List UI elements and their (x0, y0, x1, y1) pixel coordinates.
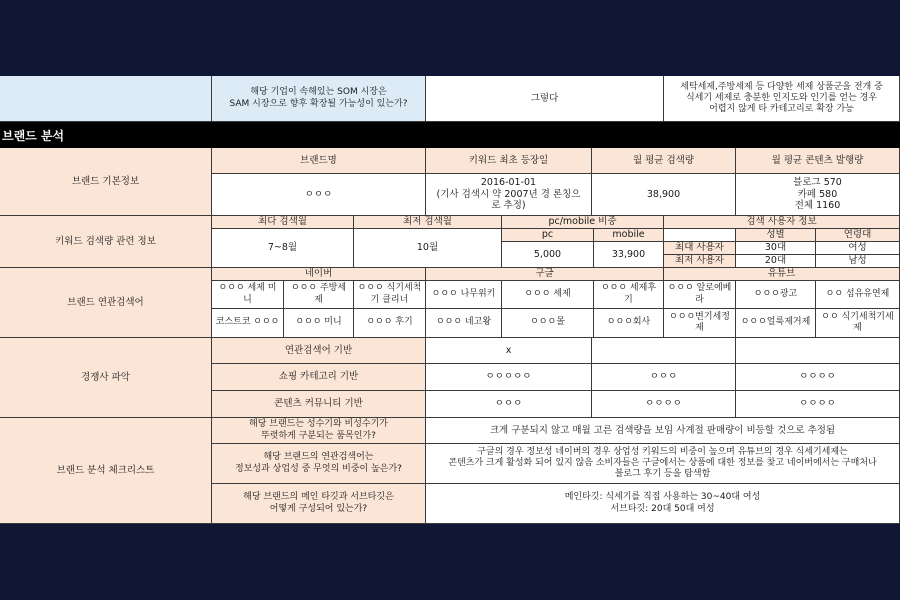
som-note-cell[interactable]: 세탁세제,주방세제 등 다양한 세제 상품군을 전개 중 식세기 세제로 충분한 인지도와 인기를 얻는 경우 어렵지 않게 타 카테고리로 확장 가능 (664, 76, 900, 122)
min-user-gender[interactable]: 남성 (816, 255, 900, 268)
checklist-question[interactable]: 해당 브랜드의 메인 타깃과 서브타깃은 어떻게 구성되어 있는가? (212, 484, 426, 524)
basic-info-label[interactable]: 브랜드 기본정보 (0, 148, 212, 216)
max-month-header[interactable]: 최다 검색월 (212, 216, 354, 229)
related-cell[interactable]: ㅇㅇ 섬유유연제 (816, 281, 900, 309)
competitor-value[interactable]: ㅇㅇㅇㅇ (736, 364, 900, 391)
max-month-value[interactable]: 7~8월 (212, 229, 354, 268)
google-header[interactable]: 구글 (426, 268, 664, 281)
user-blank[interactable] (664, 229, 736, 242)
age-header[interactable]: 연령대 (816, 229, 900, 242)
pc-mobile-header[interactable]: pc/mobile 비중 (502, 216, 664, 229)
gender-header[interactable]: 성별 (736, 229, 816, 242)
som-answer-cell[interactable]: 그렇다 (426, 76, 664, 122)
competitor-value[interactable]: ㅇㅇㅇ (426, 391, 592, 418)
checklist-answer[interactable]: 메인타깃: 식세기를 직접 사용하는 30~40대 여성 서브타깃: 20대 50대 여성 (426, 484, 900, 524)
section-title-brand-analysis[interactable]: 브랜드 분석 (0, 122, 900, 148)
header-content-count[interactable]: 월 평균 콘텐츠 발행량 (736, 148, 900, 174)
checklist-question[interactable]: 해당 브랜드는 성수기와 비성수기가 뚜렷하게 구분되는 품목인가? (212, 418, 426, 444)
related-cell[interactable]: ㅇㅇ 식기세척기세제 (816, 309, 900, 338)
min-month-header[interactable]: 최저 검색월 (354, 216, 502, 229)
mobile-header[interactable]: mobile (594, 229, 664, 242)
youtube-header[interactable]: 유튜브 (664, 268, 900, 281)
user-info-header[interactable]: 검색 사용자 정보 (664, 216, 900, 229)
min-user-label[interactable]: 최저 사용자 (664, 255, 736, 268)
max-user-age[interactable]: 30대 (736, 242, 816, 255)
avg-search-value[interactable]: 38,900 (592, 174, 736, 216)
competitor-value[interactable] (736, 338, 900, 364)
max-user-gender[interactable]: 여성 (816, 242, 900, 255)
top-left-blank[interactable] (0, 76, 212, 122)
keyword-info-label[interactable]: 키워드 검색량 관련 정보 (0, 216, 212, 268)
related-keywords-label[interactable]: 브랜드 연관검색어 (0, 268, 212, 338)
related-cell[interactable]: ㅇㅇㅇ 나무위키 (426, 281, 502, 309)
competitor-value[interactable]: ㅇㅇㅇㅇ (592, 391, 736, 418)
checklist-label[interactable]: 브랜드 분석 체크리스트 (0, 418, 212, 524)
competitor-value[interactable]: ㅇㅇㅇㅇ (736, 391, 900, 418)
competitor-label[interactable]: 경쟁사 파악 (0, 338, 212, 418)
checklist-answer[interactable]: 크게 구분되지 않고 매월 고른 검색량을 보임 사계절 판매량이 비등할 것으로 추정됨 (426, 418, 900, 444)
related-cell[interactable]: ㅇㅇㅇ 후기 (354, 309, 426, 338)
competitor-value[interactable] (592, 338, 736, 364)
related-cell[interactable]: ㅇㅇㅇ 미니 (284, 309, 354, 338)
min-month-value[interactable]: 10월 (354, 229, 502, 268)
first-date-value[interactable]: 2016-01-01 (기사 검색시 약 2007년 경 론칭으 로 추정) (426, 174, 592, 216)
som-question-cell[interactable]: 해당 기업이 속해있는 SOM 시장은 SAM 시장으로 향후 확장될 가능성이 있는가? (212, 76, 426, 122)
competitor-value[interactable]: ㅇㅇㅇ (592, 364, 736, 391)
related-cell[interactable]: ㅇㅇㅇ 세제 미니 (212, 281, 284, 309)
related-cell[interactable]: ㅇㅇㅇ변기세정제 (664, 309, 736, 338)
spreadsheet (0, 76, 900, 524)
related-cell[interactable]: ㅇㅇㅇ몰 (502, 309, 594, 338)
min-user-age[interactable]: 20대 (736, 255, 816, 268)
max-user-label[interactable]: 최대 사용자 (664, 242, 736, 255)
header-first-date[interactable]: 키워드 최초 등장일 (426, 148, 592, 174)
naver-header[interactable]: 네이버 (212, 268, 426, 281)
pc-header[interactable]: pc (502, 229, 594, 242)
header-avg-search[interactable]: 월 평균 검색량 (592, 148, 736, 174)
related-cell[interactable]: 코스트코 ㅇㅇㅇ (212, 309, 284, 338)
checklist-question[interactable]: 해당 브랜드의 연관검색어는 정보성과 상업성 중 무엇의 비중이 높은가? (212, 444, 426, 484)
competitor-value[interactable]: ㅇㅇㅇㅇㅇ (426, 364, 592, 391)
related-cell[interactable]: ㅇㅇㅇ 알로에베라 (664, 281, 736, 309)
related-cell[interactable]: ㅇㅇㅇ 세제 (502, 281, 594, 309)
related-cell[interactable]: ㅇㅇㅇ광고 (736, 281, 816, 309)
header-brand-name[interactable]: 브랜드명 (212, 148, 426, 174)
competitor-row-name[interactable]: 연관검색어 기반 (212, 338, 426, 364)
competitor-row-name[interactable]: 콘텐츠 커뮤니티 기반 (212, 391, 426, 418)
mobile-value[interactable]: 33,900 (594, 242, 664, 268)
related-cell[interactable]: ㅇㅇㅇ 세제후기 (594, 281, 664, 309)
content-count-value[interactable]: 블로그 570 카페 580 전체 1160 (736, 174, 900, 216)
related-cell[interactable]: ㅇㅇㅇ 식기세척기 클리너 (354, 281, 426, 309)
related-cell[interactable]: ㅇㅇㅇ 주방세제 (284, 281, 354, 309)
checklist-answer[interactable]: 구글의 경우 정보성 네이버의 경우 상업성 키워드의 비중이 높으며 유튜브의 경우 식세기세제는 콘텐츠가 크게 활성화 되어 있지 않음 소비자들은 구글에서는 상품에 대한 정보를 찾고 네이버에서는 구매처나 블로그 후기 등을 탐색함 (426, 444, 900, 484)
brand-name-value[interactable]: ㅇㅇㅇ (212, 174, 426, 216)
related-cell[interactable]: ㅇㅇㅇ얼룩제거제 (736, 309, 816, 338)
related-cell[interactable]: ㅇㅇㅇ 네고왕 (426, 309, 502, 338)
competitor-value[interactable]: x (426, 338, 592, 364)
pc-value[interactable]: 5,000 (502, 242, 594, 268)
competitor-row-name[interactable]: 쇼핑 카테고리 기반 (212, 364, 426, 391)
related-cell[interactable]: ㅇㅇㅇ회사 (594, 309, 664, 338)
